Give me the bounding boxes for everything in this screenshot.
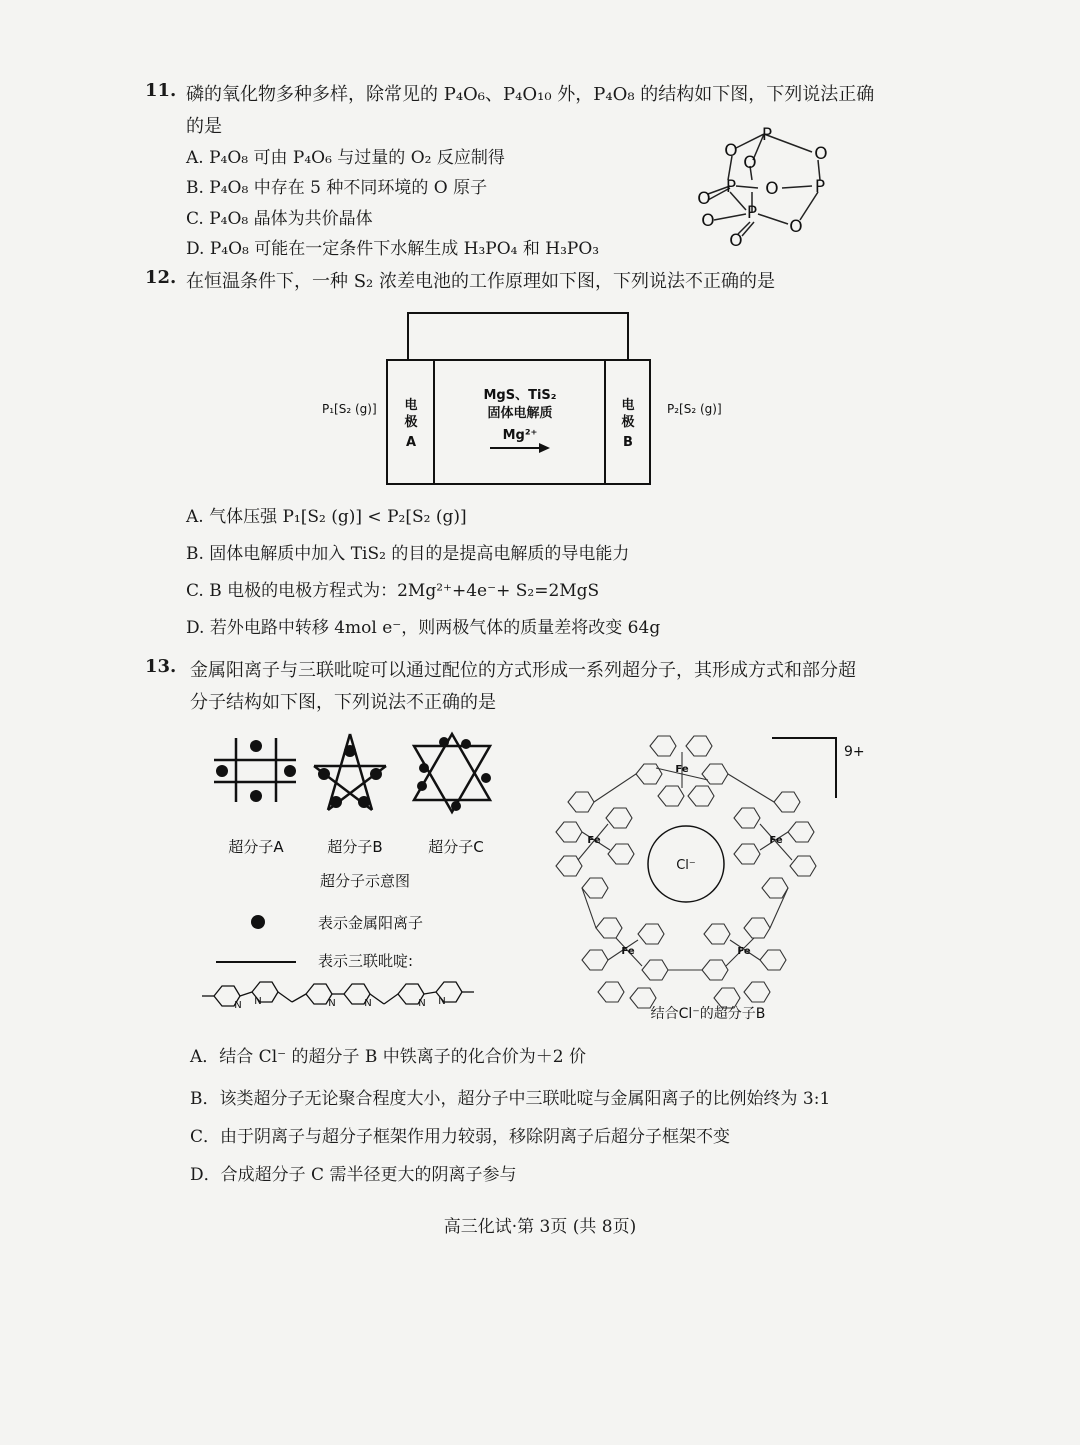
p4o8-atom-o: O [697, 189, 711, 209]
q12-option-c: C. B 电极的电极方程式为：2Mg²⁺+4e⁻+ S₂=2MgS [186, 581, 600, 601]
cell-outline [387, 360, 650, 484]
p4o8-atom-o: O [789, 217, 803, 237]
q11-stem-line2: 的是 [186, 116, 222, 137]
legend-metal-text: 表示金属阳离子 [318, 914, 424, 932]
q11-option-d: D. P₄O₈ 可能在一定条件下水解生成 H₃PO₄ 和 H₃PO₃ [186, 239, 600, 259]
legend-metal-dot [251, 915, 265, 929]
p4o8-atom-o: O [729, 231, 743, 251]
q13-option-c: C．由于阴离子与超分子框架作用力较弱，移除阴离子后超分子框架不变 [190, 1127, 731, 1147]
p4o8-atom-p: P [725, 177, 737, 197]
metal-ion-dot [439, 737, 449, 747]
label-supramolecule-a: 超分子A [228, 838, 284, 856]
supramolecule-c-shape [414, 734, 490, 812]
q12-option-b: B. 固体电解质中加入 TiS₂ 的目的是提高电解质的导电能力 [186, 544, 630, 564]
p4o8-atom-p: P [746, 203, 758, 223]
q13-stem-line1: 金属阳离子与三联吡啶可以通过配位的方式形成一系列超分子，其形成方式和部分超 [190, 660, 856, 681]
metal-ion-dot [318, 768, 330, 780]
p4o8-atom-p: P [761, 125, 773, 145]
metal-ion-dot [419, 763, 429, 773]
q12-option-a: A. 气体压强 P₁[S₂ (g)] < P₂[S₂ (g)] [186, 507, 467, 527]
ligand-n-atom: N [438, 996, 446, 1007]
ligand-n-atom: N [234, 1000, 242, 1011]
charge-bracket [772, 738, 836, 798]
metal-ion-dot [358, 796, 370, 808]
metal-ion-dot [216, 765, 228, 777]
supramolecule-schematic [200, 726, 520, 1026]
p4o8-atom-o: O [765, 179, 779, 199]
p4o8-atom-o: O [701, 211, 715, 231]
p4o8-atom-o: O [743, 153, 757, 173]
p4o8-atom-o: O [724, 141, 738, 161]
ligand-n-atom: N [254, 996, 262, 1007]
p4o8-structure-diagram [688, 122, 838, 252]
external-wire [408, 313, 628, 360]
supramolecule-b-caption: 结合Cl⁻的超分子B [650, 1006, 766, 1020]
s2-concentration-cell-diagram [310, 305, 740, 490]
page-footer: 高三化试·第 3页 (共 8页) [443, 1217, 637, 1237]
electrode-b-char-2: 极 [621, 415, 635, 430]
metal-ion-dot [330, 796, 342, 808]
ligand-n-atom: N [328, 998, 336, 1009]
q13-option-a: A．结合 Cl⁻ 的超分子 B 中铁离子的化合价为＋2 价 [190, 1047, 587, 1067]
label-supramolecule-b: 超分子B [327, 838, 383, 856]
electrode-a-char-3: A [405, 435, 417, 450]
metal-ion-dot [250, 740, 262, 752]
charge-label: 9+ [844, 744, 865, 760]
terpyridine-ligand-structure [202, 982, 474, 1006]
ion-flow-arrow-icon [539, 443, 550, 453]
q12-option-d: D. 若外电路中转移 4mol e⁻，则两极气体的质量差将改变 64g [186, 618, 661, 638]
anion-label: Cl⁻ [676, 858, 696, 873]
q12-stem: 在恒温条件下，一种 S₂ 浓差电池的工作原理如下图，下列说法不正确的是 [186, 271, 775, 292]
ligand-n-atom: N [418, 998, 426, 1009]
q13-number: 13. [145, 656, 177, 677]
fe-center-top: Fe [675, 764, 689, 775]
fe-center-bottom-left: Fe [621, 946, 635, 957]
electrode-a-char-2: 极 [404, 415, 418, 430]
left-gas-label: P₁[S₂ (g)] [322, 402, 377, 416]
metal-ion-dot [370, 768, 382, 780]
q11-option-c: C. P₄O₈ 晶体为共价晶体 [186, 209, 373, 229]
metal-ion-dot [417, 781, 427, 791]
metal-ion-dot [481, 773, 491, 783]
q11-option-b: B. P₄O₈ 中存在 5 种不同环境的 O 原子 [186, 178, 488, 198]
right-gas-label: P₂[S₂ (g)] [667, 402, 722, 416]
q13-stem-line2: 分子结构如下图，下列说法不正确的是 [190, 692, 496, 713]
metal-ion-dot [284, 765, 296, 777]
metal-ion-dot [250, 790, 262, 802]
electrolyte-line1: MgS、TiS₂ [483, 388, 557, 403]
fe-center-right: Fe [769, 835, 783, 846]
p4o8-atom-p: P [814, 177, 826, 197]
metal-ion-dot [461, 739, 471, 749]
metal-ion-dot [344, 745, 356, 757]
ligand-n-atom: N [364, 998, 372, 1009]
electrode-b-char-3: B [623, 435, 633, 450]
q11-number: 11. [145, 80, 177, 101]
legend-ligand-text: 表示三联吡啶: [318, 952, 414, 970]
electrolyte-line2: 固体电解质 [487, 406, 553, 421]
ion-label: Mg²⁺ [502, 428, 538, 443]
p4o8-atom-o: O [814, 144, 828, 164]
q12-number: 12. [145, 267, 177, 288]
q11-stem-line1: 磷的氧化物多种多样，除常见的 P₄O₆、P₄O₁₀ 外，P₄O₈ 的结构如下图，下列说法正确 [186, 84, 875, 105]
fe-center-bottom-right: Fe [737, 946, 751, 957]
label-supramolecule-c: 超分子C [428, 838, 484, 856]
electrode-b-char-1: 电 [621, 398, 635, 413]
fe-center-left: Fe [587, 835, 601, 846]
metal-ion-dot [451, 801, 461, 811]
supramolecule-b-structure [538, 728, 878, 1020]
q13-option-d: D．合成超分子 C 需半径更大的阴离子参与 [190, 1165, 517, 1185]
q13-option-b: B．该类超分子无论聚合程度大小，超分子中三联吡啶与金属阳离子的比例始终为 3:1 [190, 1089, 831, 1109]
schematic-title: 超分子示意图 [319, 872, 411, 890]
electrode-a-char-1: 电 [404, 398, 418, 413]
q11-option-a: A. P₄O₈ 可由 P₄O₆ 与过量的 O₂ 反应制得 [186, 148, 505, 168]
